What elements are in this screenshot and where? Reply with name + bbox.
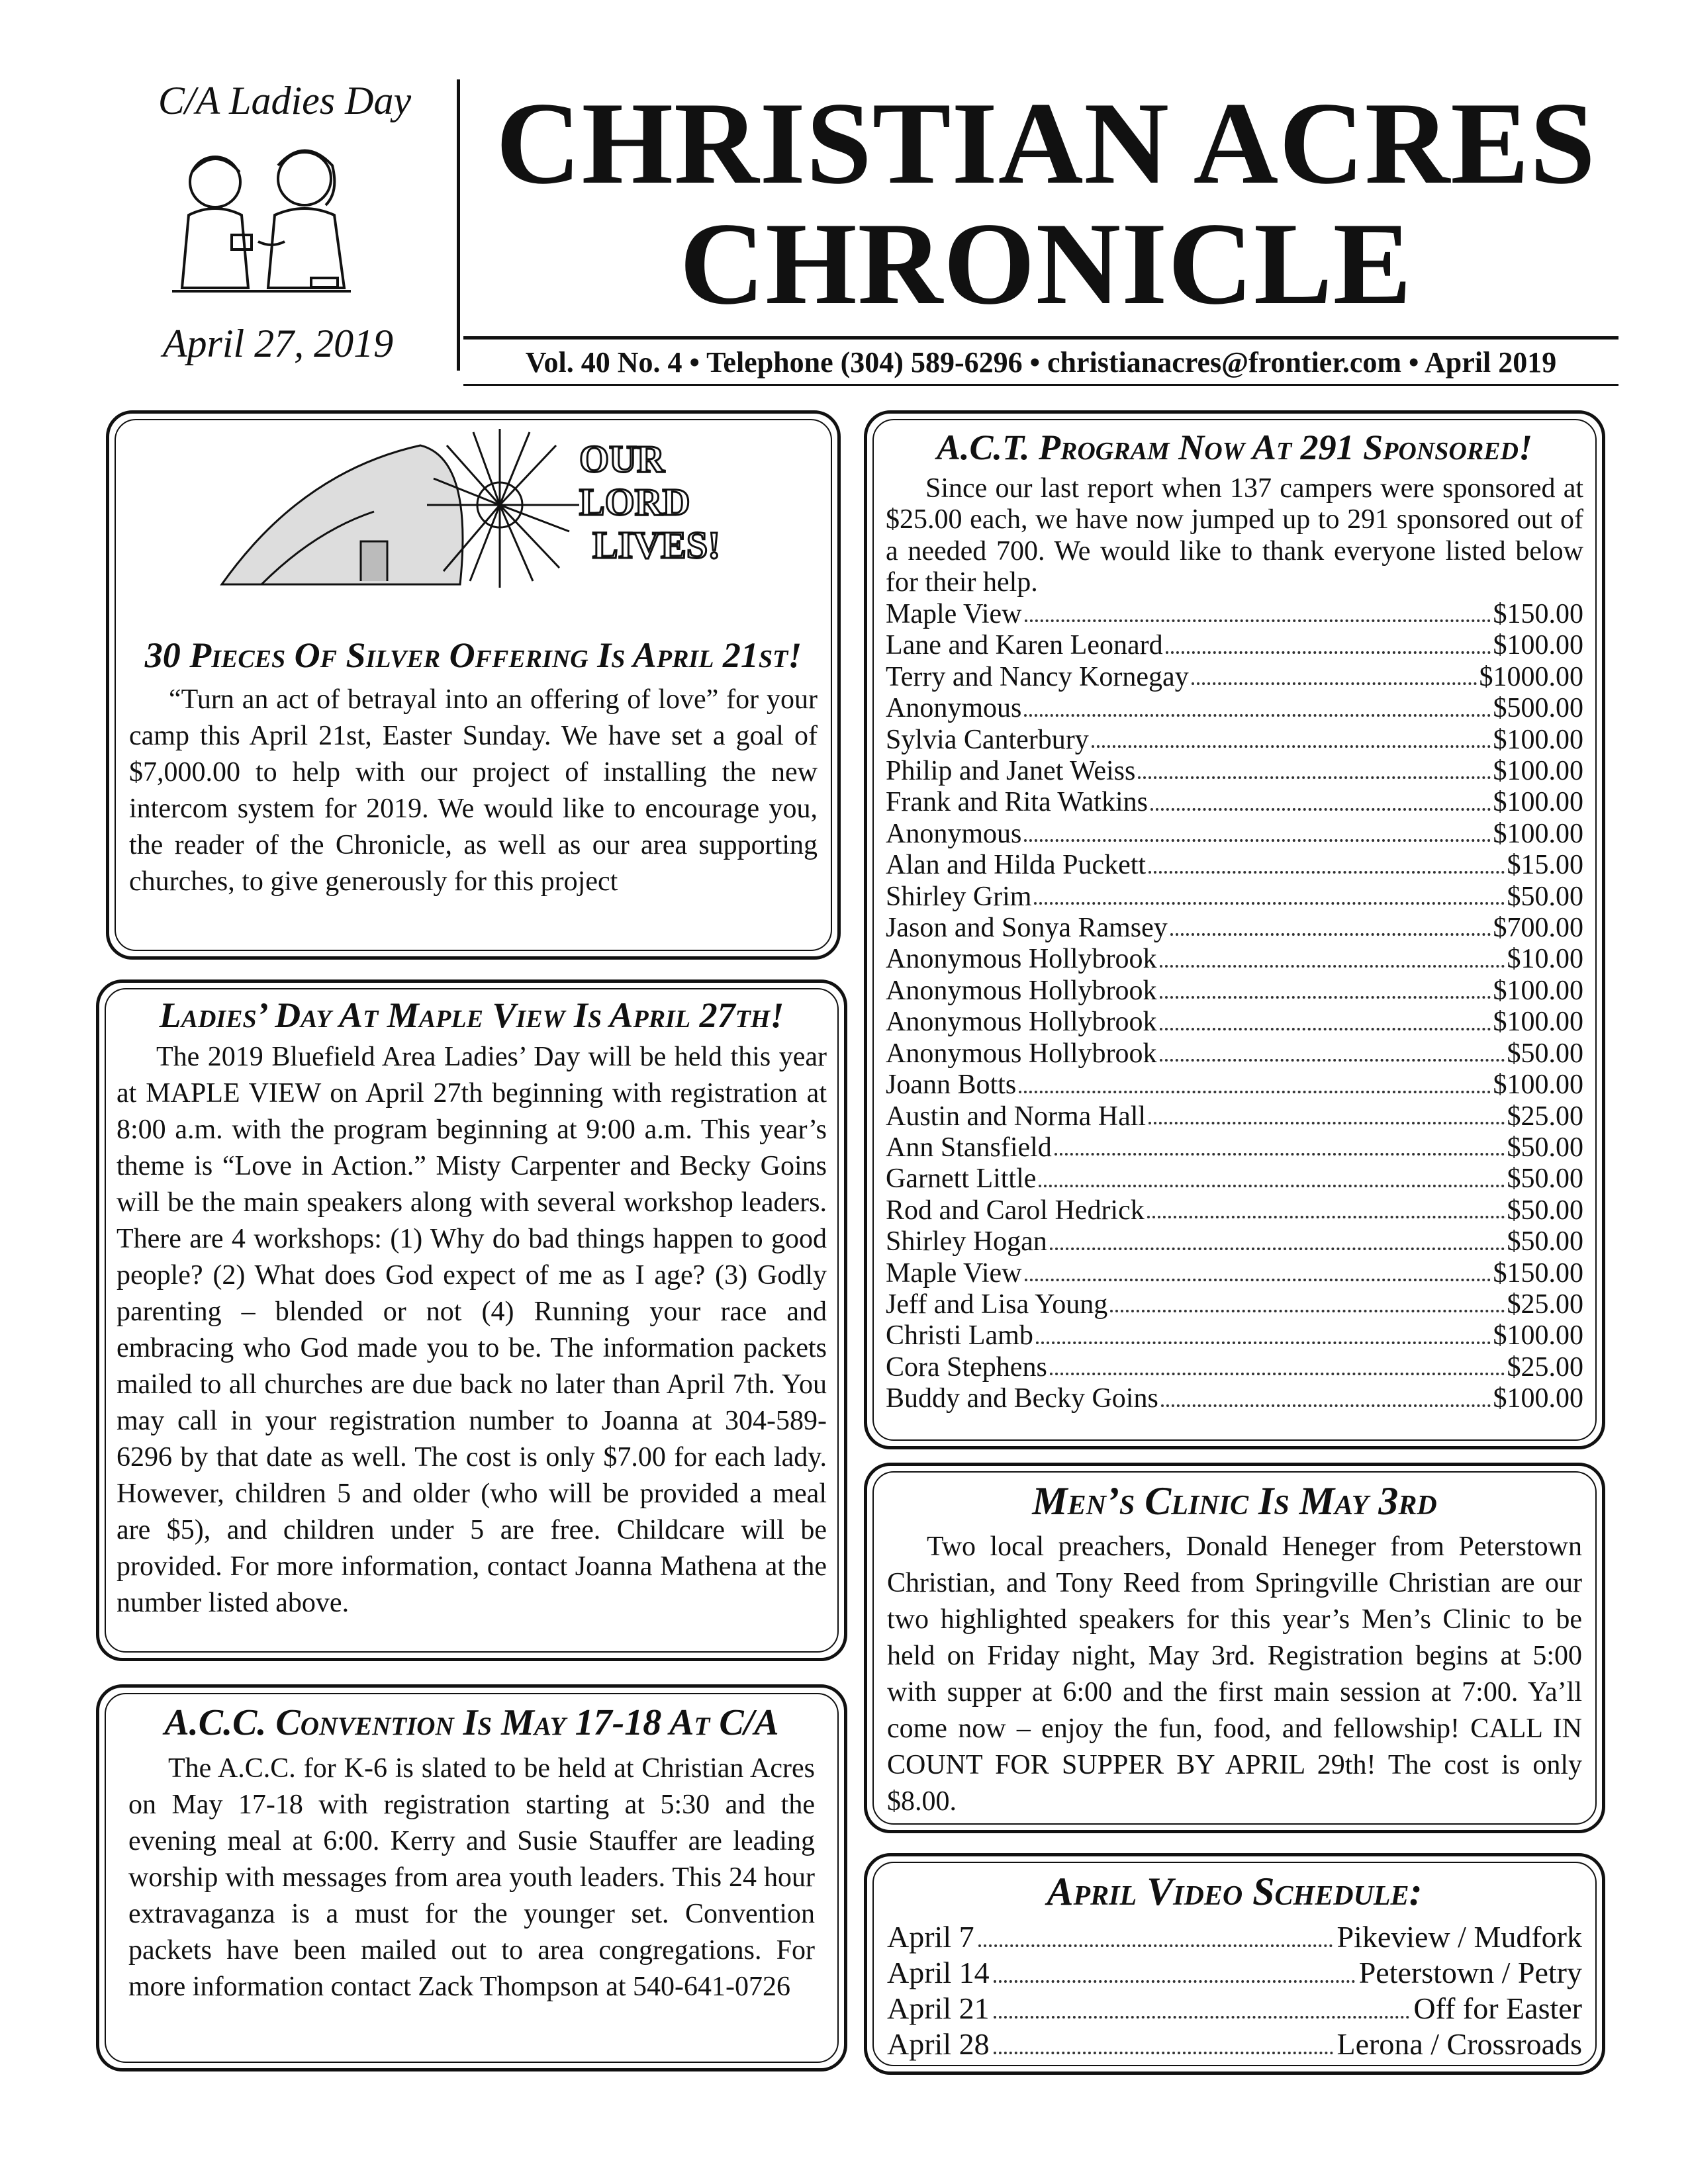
newsletter-title [477,77,1615,329]
dot-leader [978,1919,1333,1947]
video-schedule-row [887,2026,1582,2062]
sponsor-name: Anonymous [886,818,1022,849]
sponsor-name: Alan and Hilda Puckett [886,850,1147,881]
sponsor-amount: $100.00 [1493,1069,1583,1101]
sponsor-name: Ann Stansfield [886,1132,1052,1163]
dot-leader [1170,913,1491,936]
dot-leader [994,2026,1333,2054]
dot-leader [1050,1226,1505,1250]
sponsor-row [886,1101,1583,1132]
sponsor-row [886,913,1583,944]
sponsor-amount: $25.00 [1507,1289,1583,1320]
sponsor-list [886,599,1583,1415]
ladies-tea-illustration [152,136,371,321]
sponsor-amount: $100.00 [1493,1383,1583,1414]
sponsor-name: Maple View [886,599,1022,629]
act-program-heading: A.C.T. Program Now At 291 Sponsored! [936,428,1533,467]
act-program-intro-text: Since our last report when 137 campers were sponsored at $25.00 each, we have now jumped up to 291 sponsored out of a needed 700. We would like to thank everyone listed below for their help. [886,473,1583,598]
sponsor-name: Christi Lamb [886,1320,1033,1351]
ladies-day-badge-title: C/A Ladies Day [158,79,412,122]
sponsor-row [886,1320,1583,1351]
sponsor-row [886,725,1583,756]
sponsor-amount: $500.00 [1493,693,1583,724]
sponsor-amount: $100.00 [1493,630,1583,661]
dot-leader [994,1955,1355,1983]
sponsor-name: Anonymous [886,693,1022,724]
masthead-rule-bottom [463,384,1618,386]
sponsor-amount: $100.00 [1493,1320,1583,1351]
graphic-text-lives: LIVES! [592,523,721,567]
sponsor-row [886,693,1583,724]
video-location: Off for Easter [1413,1991,1582,2025]
sponsor-row [886,1289,1583,1320]
dot-leader [1160,944,1505,967]
graphic-text-lord: LORD [579,480,690,523]
sponsor-row [886,1163,1583,1195]
silver-offering-box [106,410,841,960]
sponsor-name: Anonymous Hollybrook [886,1007,1157,1038]
sponsor-name: Frank and Rita Watkins [886,787,1148,818]
dot-leader [1092,725,1491,748]
video-schedule-heading: April Video Schedule: [1047,1870,1423,1913]
acc-convention-heading: A.C.C. Convention Is May 17-18 At C/A [164,1702,779,1743]
sponsor-row [886,756,1583,787]
mens-clinic-text: Two local preachers, Donald Heneger from Peterstown Christian, and Tony Reed from Springville Christian are our two highlighted speakers for this year’s Men’s Clinic to be held on Friday night, May 3rd. Registration begins at 5:00 with supper at 6:00 and the first main session at 7:00. Ya’ll come now – enjoy the fun, food, and fellowship! CALL IN COUNT FOR SUPPER BY APRIL 29th! The cost is only $8.00. [887,1531,1582,1817]
sponsor-row [886,662,1583,693]
video-schedule-row [887,1955,1582,1991]
video-schedule-row [887,1991,1582,2026]
sponsor-name: Shirley Grim [886,881,1032,912]
video-location: Lerona / Crossroads [1336,2027,1582,2061]
video-schedule-row [887,1919,1582,1955]
sponsor-amount: $10.00 [1507,944,1583,975]
dot-leader [1160,1038,1505,1062]
dot-leader [1161,1383,1491,1406]
sponsor-row [886,1258,1583,1289]
dot-leader [1160,976,1491,999]
sponsor-row [886,1226,1583,1257]
sponsor-amount: $150.00 [1493,1257,1583,1289]
sponsor-name: Anonymous Hollybrook [886,975,1157,1006]
sponsor-amount: $100.00 [1493,975,1583,1006]
issue-info-line: Vol. 40 No. 4 • Telephone (304) 589-6296 • christianacres@frontier.com • April 2019 [525,346,1557,379]
sponsor-row [886,882,1583,913]
masthead-divider [457,79,460,371]
sponsor-row [886,1038,1583,1069]
sponsor-name: Garnett Little [886,1163,1037,1195]
sponsor-row [886,1069,1583,1101]
sponsor-row [886,599,1583,630]
sponsor-name: Shirley Hogan [886,1226,1047,1257]
title-line-1: CHRISTIAN ACRES [496,77,1596,208]
ladies-day-box [96,979,847,1661]
ladies-day-badge-date: April 27, 2019 [162,322,394,365]
empty-tomb-sunburst-graphic [209,426,738,598]
dot-leader [1025,1258,1491,1281]
silver-offering-text: “Turn an act of betrayal into an offering of love” for your camp this April 21st, Easter Sunday. We have set a goal of $7,000.00 to help with our project of installing the new intercom system for 2019. We would like to encourage you, the reader of the Chronicle, as well as our area supporting churches, to give generously for this project [129,684,818,897]
sponsor-amount: $25.00 [1507,1101,1583,1132]
ladies-day-heading: Ladies’ Day At Maple View Is April 27th! [159,995,784,1035]
sponsor-amount: $15.00 [1507,850,1583,881]
masthead-rule-top [463,336,1618,340]
mens-clinic-body [887,1529,1582,1820]
act-program-intro [886,473,1583,599]
sponsor-name: Cora Stephens [886,1351,1047,1383]
video-location: Peterstown / Petry [1358,1956,1582,1989]
sponsor-row [886,1352,1583,1383]
mens-clinic-heading: Men’s Clinic Is May 3rd [1032,1479,1437,1523]
sponsor-name: Joann Botts [886,1069,1017,1101]
sponsor-name: Terry and Nancy Kornegay [886,661,1189,692]
video-date: April 21 [887,1991,990,2025]
dot-leader [1149,1101,1504,1124]
sponsor-row [886,850,1583,881]
graphic-text-our: OUR [579,437,665,480]
sponsor-amount: $700.00 [1493,913,1583,944]
sponsor-name: Rod and Carol Hedrick [886,1195,1145,1226]
dot-leader [1034,882,1504,905]
mens-clinic-box [864,1463,1605,1833]
dot-leader [1024,693,1490,716]
sponsor-row [886,1132,1583,1163]
sponsor-name: Jeff and Lisa Young [886,1289,1108,1320]
dot-leader [994,1991,1410,2019]
sponsor-name: Anonymous Hollybrook [886,944,1157,975]
acc-convention-text: The A.C.C. for K-6 is slated to be held at Christian Acres on May 17-18 with registration starting at 5:30 and the evening meal at 6:00. Kerry and Susie Stauffer are leading worship with messages from area youth leaders. This 24 hour extravaganza is a must for the younger set. Convention packets have been mailed out to area congregations. For more information contact Zack Thompson at 540-641-0726 [128,1753,815,2002]
sponsor-amount: $100.00 [1493,787,1583,818]
dot-leader [1025,599,1491,622]
sponsor-row [886,630,1583,661]
ladies-day-body [117,1039,827,1621]
sponsor-amount: $25.00 [1507,1351,1583,1383]
dot-leader [1160,1007,1491,1030]
sponsor-row [886,976,1583,1007]
silver-offering-heading: 30 Pieces Of Silver Offering Is April 21st! [144,635,802,675]
ladies-day-text: The 2019 Bluefield Area Ladies’ Day will be held this year at MAPLE VIEW on April 27th beginning with registration at 8:00 a.m. with the program beginning at 9:00 a.m. This year’s theme is “Love in Action.” Misty Carpenter and Becky Goins will be the main speakers along with several workshop leaders. There are 4 workshops: (1) Why do bad things happen to good people? (2) What does God expect of me as I age? (3) Godly parenting – blended or not (4) Running your race and embracing who God made you to be. The information packets mailed to all churches are due back no later than April 7th. You may call in your registration number to Joanna at 304-589-6296 by that date as well. The cost is only $7.00 for each lady. However, children 5 and older (who will be provided a meal are $5), and children under 5 are free. Childcare will be provided. For more information, contact Joanna Mathena at the number listed above. [117,1042,827,1618]
sponsor-amount: $100.00 [1493,724,1583,755]
sponsor-name: Jason and Sonya Ramsey [886,913,1168,944]
video-date: April 7 [887,1920,974,1954]
sponsor-amount: $50.00 [1507,1132,1583,1163]
dot-leader [1166,630,1491,653]
acc-convention-body [128,1751,815,2005]
sponsor-amount: $150.00 [1493,599,1583,629]
sponsor-name: Lane and Karen Leonard [886,630,1163,661]
sponsor-amount: $100.00 [1493,1007,1583,1038]
act-program-box [864,410,1605,1449]
dot-leader [1192,662,1477,685]
sponsor-row [886,819,1583,850]
video-schedule-box [864,1853,1605,2075]
title-line-2: CHRONICLE [679,198,1413,329]
video-date: April 14 [887,1956,990,1989]
dot-leader [1149,850,1504,873]
sponsor-name: Buddy and Becky Goins [886,1383,1158,1414]
acc-convention-box [96,1684,847,2071]
sponsor-row [886,944,1583,975]
sponsor-name: Anonymous Hollybrook [886,1038,1157,1069]
dot-leader [1050,1352,1505,1375]
sponsor-row [886,1007,1583,1038]
video-schedule-list [887,1919,1582,2062]
sponsor-name: Austin and Norma Hall [886,1101,1147,1132]
sponsor-name: Philip and Janet Weiss [886,756,1136,787]
sponsor-amount: $50.00 [1507,1038,1583,1069]
dot-leader [1150,787,1491,810]
dot-leader [1138,756,1490,779]
dot-leader [1055,1132,1505,1156]
silver-offering-body [129,682,818,900]
dot-leader [1019,1069,1490,1093]
dot-leader [1036,1320,1491,1343]
sponsor-row [886,1195,1583,1226]
dot-leader [1147,1195,1505,1218]
sponsor-amount: $50.00 [1507,1226,1583,1257]
dot-leader [1110,1289,1504,1312]
sponsor-amount: $50.00 [1507,1163,1583,1195]
sponsor-row [886,1383,1583,1414]
sponsor-amount: $50.00 [1507,881,1583,912]
dot-leader [1024,819,1490,842]
sponsor-amount: $100.00 [1493,818,1583,849]
sponsor-name: Sylvia Canterbury [886,724,1089,755]
video-date: April 28 [887,2027,990,2061]
sponsor-amount: $1000.00 [1479,661,1583,692]
sponsor-amount: $50.00 [1507,1195,1583,1226]
dot-leader [1039,1163,1504,1187]
sponsor-name: Maple View [886,1257,1022,1289]
sponsor-amount: $100.00 [1493,756,1583,787]
video-location: Pikeview / Mudfork [1336,1920,1582,1954]
sponsor-row [886,787,1583,818]
